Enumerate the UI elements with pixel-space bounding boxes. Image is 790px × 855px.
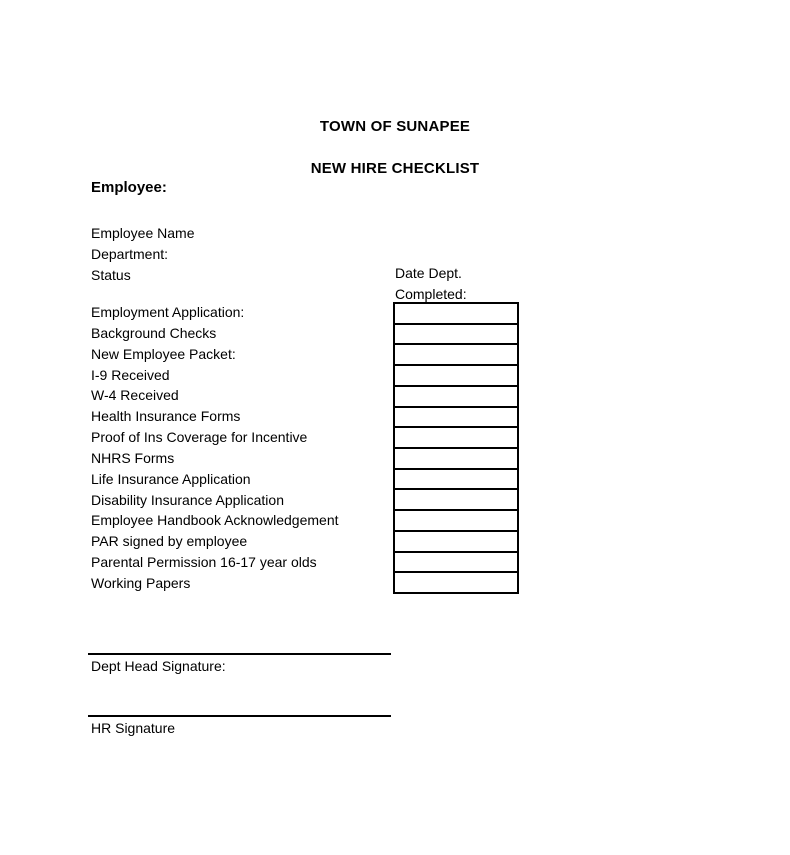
checklist-item-label: Disability Insurance Application	[91, 491, 284, 508]
checklist-item-label: New Employee Packet:	[91, 345, 236, 362]
column-header-line1: Date Dept.	[395, 265, 462, 281]
checklist-item-labels	[91, 302, 391, 594]
checklist-item-label: NHRS Forms	[91, 449, 175, 466]
date-completed-cell	[395, 490, 517, 511]
checklist-item-label: I-9 Received	[91, 366, 170, 383]
date-completed-cell	[395, 428, 517, 449]
date-completed-cell	[395, 304, 517, 325]
date-completed-cell	[395, 511, 517, 532]
date-completed-cell	[395, 366, 517, 387]
date-completed-cell	[395, 470, 517, 491]
hr-signature-label: HR Signature	[91, 720, 176, 736]
checklist-item-label: Health Insurance Forms	[91, 408, 241, 425]
document-title: TOWN OF SUNAPEE	[319, 118, 471, 135]
signature-line	[88, 653, 391, 655]
status-label: Status	[91, 266, 131, 283]
date-completed-cell	[395, 573, 517, 592]
employee-name-label: Employee Name	[91, 225, 195, 241]
date-completed-cell	[395, 449, 517, 470]
date-completed-table	[393, 302, 519, 594]
column-header-line2: Completed:	[395, 285, 467, 302]
date-completed-column-header	[395, 263, 467, 305]
checklist-item-label: Parental Permission 16-17 year olds	[91, 554, 317, 571]
checklist-item-label: Employment Application:	[91, 304, 245, 320]
department-label: Department:	[91, 245, 169, 262]
checklist-item-label: Employee Handbook Acknowledgement	[91, 512, 339, 529]
checklist-item-label: Background Checks	[91, 324, 217, 341]
hr-signature-block	[88, 715, 391, 736]
checklist-item-label: Proof of Ins Coverage for Incentive	[91, 429, 308, 446]
checklist-item-label: W-4 Received	[91, 387, 179, 404]
signature-line	[88, 715, 391, 717]
date-completed-cell	[395, 408, 517, 429]
dept-head-signature-block	[88, 653, 391, 674]
employee-info-block	[91, 223, 195, 285]
date-completed-cell	[395, 553, 517, 574]
dept-head-signature-label: Dept Head Signature:	[91, 658, 226, 674]
date-completed-cell	[395, 345, 517, 366]
document-subtitle: NEW HIRE CHECKLIST	[310, 160, 480, 177]
date-completed-cell	[395, 532, 517, 553]
checklist-item-label: PAR signed by employee	[91, 533, 248, 550]
date-completed-cell	[395, 387, 517, 408]
date-completed-cell	[395, 325, 517, 346]
checklist-item-label: Working Papers	[91, 574, 191, 591]
checklist-item-label: Life Insurance Application	[91, 470, 251, 487]
employee-label: Employee:	[91, 179, 167, 196]
